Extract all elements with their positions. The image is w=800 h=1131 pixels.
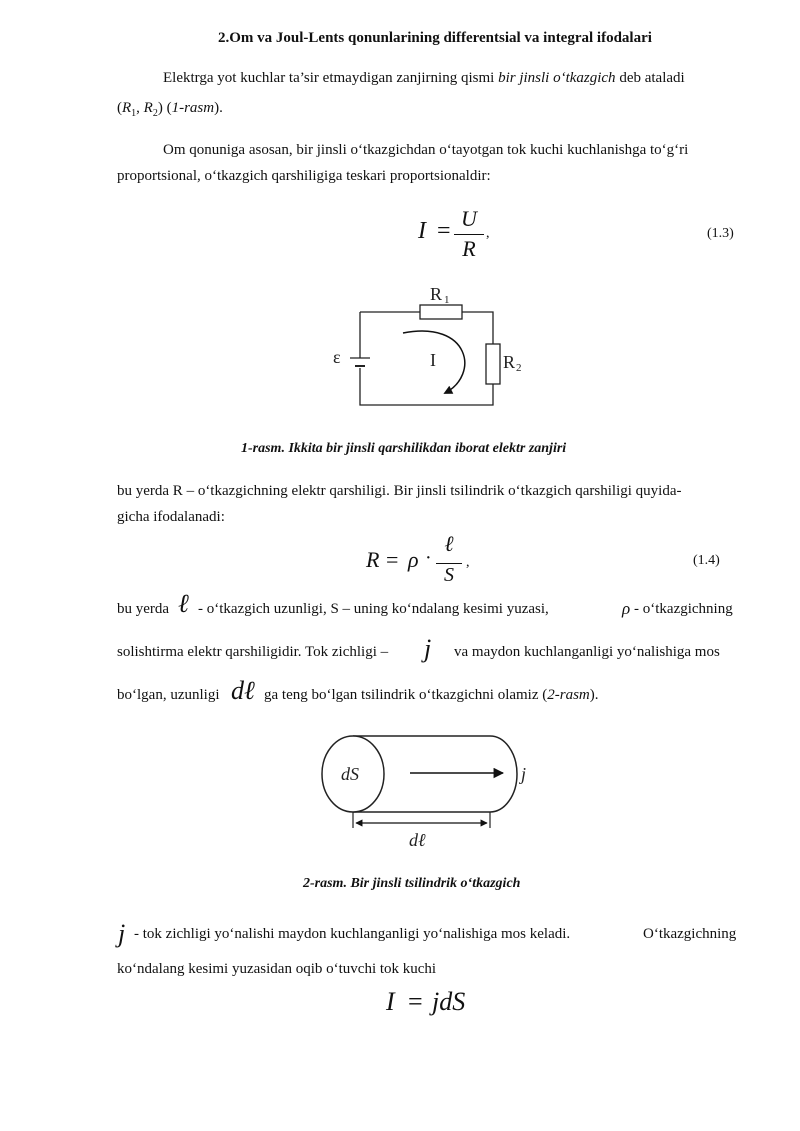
label-j: j	[521, 764, 527, 784]
para4-line1-a: bu yerda	[117, 601, 170, 617]
para4-j-symbol: j	[424, 634, 432, 663]
para1-text-a: Elektrga yot kuchlar ta’sir etmaydigan zanjirning qismi	[163, 70, 499, 86]
fig1-reference: 1-rasm	[171, 100, 215, 116]
para1-paren2: ) (	[157, 100, 172, 116]
eq14-numerator: ℓ	[444, 531, 454, 556]
para3-line1: bu yerda R – o‘tkazgichning elektr qarshiligi. Bir jinsli tsilindrik o‘tkazgich qarshiligi quyida-	[117, 483, 682, 499]
label-current: I	[430, 350, 436, 370]
eq13-denominator: R	[462, 236, 476, 261]
r1-subscript: 1	[131, 108, 137, 119]
r2-subscript: 2	[152, 108, 158, 119]
para1-text-b: deb ataladi	[615, 70, 685, 86]
eq13-lhs: I	[418, 218, 426, 244]
eq14-denominator: S	[444, 564, 454, 586]
para4-line2-b: va maydon kuchlanganligi yo‘nalishiga mos	[454, 644, 720, 660]
eq14-dot: ·	[425, 547, 432, 569]
r1-symbol: R	[122, 100, 132, 116]
label-emf: ε	[333, 347, 341, 367]
para1-italic-term: bir jinsli o‘tkazgich	[498, 70, 616, 86]
final-eq-equals: =	[408, 987, 423, 1016]
eq14-equals: =	[386, 547, 399, 572]
para1-comma: ,	[136, 100, 144, 116]
para1-paren: (	[117, 100, 122, 116]
para4-line3-end: ).	[589, 687, 599, 703]
para4-line3-text: ga teng bo‘lgan tsilindrik o‘tkazgichni olamiz (	[264, 687, 548, 703]
eq14-lhs: R	[366, 547, 380, 572]
final-eq-lhs: I	[386, 987, 395, 1016]
para5-line1-b: O‘tkazgichning	[643, 926, 737, 942]
eq14-comma: ,	[466, 555, 470, 570]
r2-symbol: R	[143, 100, 153, 116]
para4-line3-a: bo‘lgan, uzunligi	[117, 687, 220, 703]
fig2-reference: 2-rasm	[547, 687, 590, 703]
para4-line1-b: - o‘tkazgich uzunligi, S – uning ko‘ndalang kesimi yuzasi,	[198, 601, 549, 617]
para4-line1-c: - o‘tkazgichning	[634, 601, 733, 617]
para5-line2: ko‘ndalang kesimi yuzasidan oqib o‘tuvchi tok kuchi	[117, 961, 437, 977]
label-dl: dℓ	[409, 830, 426, 850]
para4-ell-symbol: ℓ	[178, 589, 189, 618]
eq14-number: (1.4)	[693, 553, 720, 568]
eq13-number: (1.3)	[707, 226, 734, 241]
para4-line2-a: solishtirma elektr qarshiligidir. Tok zichligi –	[117, 644, 389, 660]
eq13-comma: ,	[486, 226, 490, 241]
eq14-rho: ρ	[408, 547, 419, 572]
final-eq-rhs: jdS	[432, 987, 466, 1016]
eq13-numerator: U	[461, 206, 477, 231]
para3-line2: gicha ifodalanadi:	[117, 509, 225, 525]
label-r1: R	[430, 284, 443, 304]
para4-dl-symbol: dℓ	[231, 676, 255, 705]
label-r1-sub: 1	[444, 294, 450, 306]
label-r2: R	[503, 352, 516, 372]
label-r2-sub: 2	[516, 362, 522, 374]
label-ds: dS	[341, 764, 359, 784]
para2-line2: proportsional, o‘tkazgich qarshiligiga teskari proportsionaldir:	[117, 168, 491, 184]
para1-end: ).	[214, 100, 223, 116]
para2-line1: Om qonuniga asosan, bir jinsli o‘tkazgichdan o‘tayotgan tok kuchi kuchlanishga to‘g‘ri	[163, 142, 689, 158]
figure2-caption: 2-rasm. Bir jinsli tsilindrik o‘tkazgich	[303, 876, 521, 891]
para5-line1-a: - tok zichligi yo‘nalishi maydon kuchlanganligi yo‘nalishiga mos keladi.	[134, 926, 571, 942]
para4-rho-symbol: ρ	[622, 599, 631, 618]
para5-j-symbol: j	[118, 919, 126, 948]
figure1-caption: 1-rasm. Ikkita bir jinsli qarshilikdan iborat elektr zanjiri	[241, 441, 567, 456]
section-title: 2.Om va Joul-Lents qonunlarining differentsial va integral ifodalari	[218, 30, 652, 46]
eq13-equals: =	[437, 218, 451, 244]
